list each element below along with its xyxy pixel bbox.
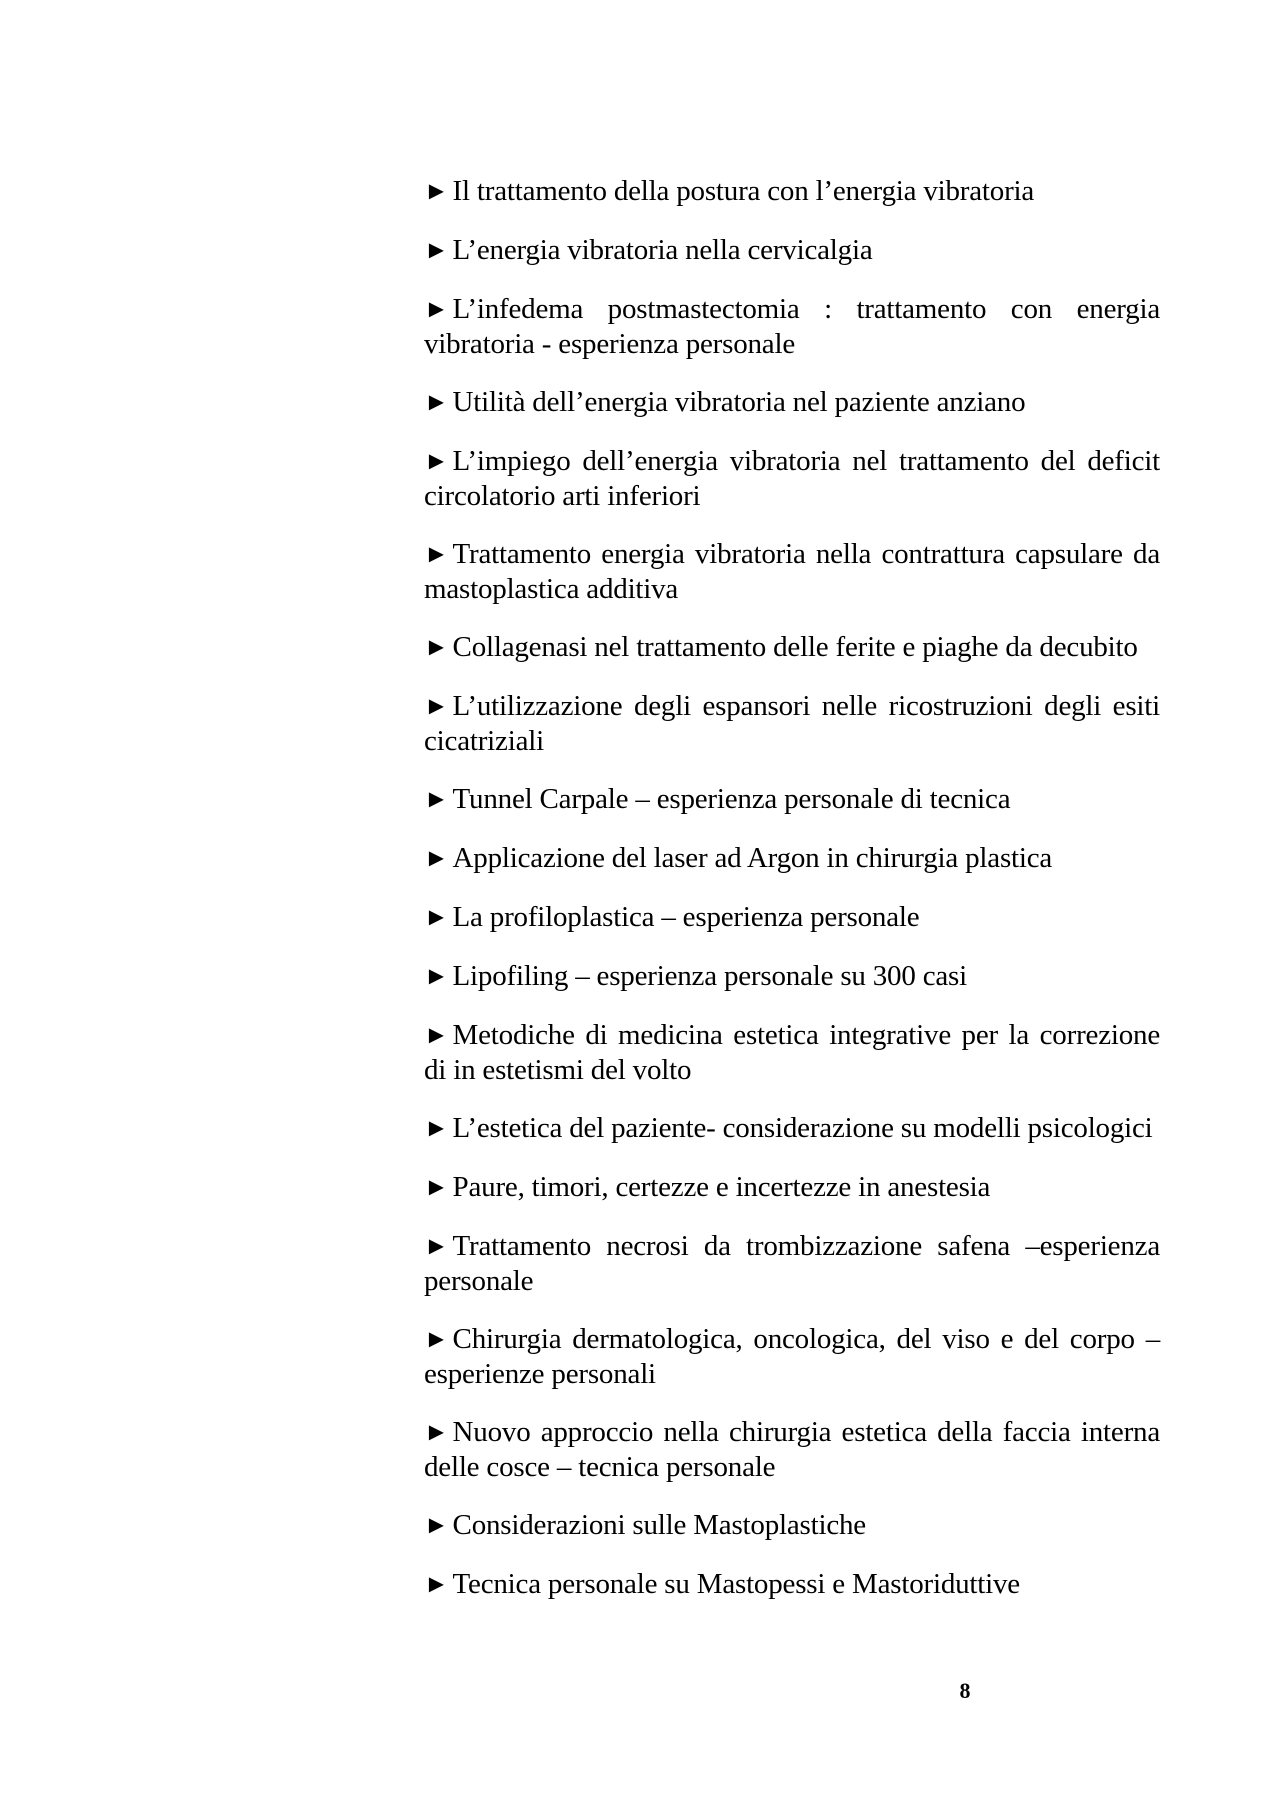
list-item	[424, 537, 1160, 606]
list-item-text: Paure, timori, certezze e incertezze in anestesia	[452, 1171, 991, 1203]
list-item	[424, 841, 1160, 876]
triangle-bullet-icon: ►	[424, 237, 449, 264]
triangle-bullet-icon: ►	[424, 1022, 449, 1049]
triangle-bullet-icon: ►	[424, 541, 449, 568]
triangle-bullet-icon: ►	[424, 904, 449, 931]
list-item	[424, 1111, 1160, 1146]
list-item-text: Lipofiling – esperienza personale su 300 casi	[452, 960, 967, 992]
list-item	[424, 1229, 1160, 1298]
list-item-text: L’utilizzazione degli espansori nelle ricostruzioni degli esiti cicatriziali	[424, 690, 1160, 757]
list-item-text: L’energia vibratoria nella cervicalgia	[452, 234, 873, 266]
list-item	[424, 1018, 1160, 1087]
list-item	[424, 689, 1160, 758]
triangle-bullet-icon: ►	[424, 1115, 449, 1142]
triangle-bullet-icon: ►	[424, 389, 449, 416]
page-number	[0, 1678, 1280, 1704]
list-item	[424, 1170, 1160, 1205]
list-item-text: L’impiego dell’energia vibratoria nel trattamento del deficit circolatorio arti inferiori	[424, 445, 1160, 512]
list-item	[424, 1567, 1160, 1602]
triangle-bullet-icon: ►	[424, 963, 449, 990]
page-number-text: 8	[959, 1678, 971, 1703]
triangle-bullet-icon: ►	[424, 1326, 449, 1353]
list-item-text: Utilità dell’energia vibratoria nel paziente anziano	[452, 386, 1026, 418]
list-item-text: Il trattamento della postura con l’energia vibratoria	[452, 175, 1035, 207]
triangle-bullet-icon: ►	[424, 693, 449, 720]
list-item-text: Considerazioni sulle Mastoplastiche	[452, 1509, 866, 1541]
list-item	[424, 174, 1160, 209]
list-item	[424, 782, 1160, 817]
list-item	[424, 1415, 1160, 1484]
list-item-text: Chirurgia dermatologica, oncologica, del viso e del corpo – esperienze personali	[424, 1323, 1160, 1390]
list-item	[424, 233, 1160, 268]
list-item-text: Tunnel Carpale – esperienza personale di tecnica	[452, 783, 1011, 815]
list-item	[424, 1322, 1160, 1391]
list-item-text: Trattamento necrosi da trombizzazione safena –esperienza personale	[424, 1230, 1160, 1297]
list-item	[424, 959, 1160, 994]
triangle-bullet-icon: ►	[424, 634, 449, 661]
triangle-bullet-icon: ►	[424, 1174, 449, 1201]
triangle-bullet-icon: ►	[424, 1571, 449, 1598]
topic-list	[424, 174, 1160, 1626]
list-item-text: L’estetica del paziente- considerazione su modelli psicologici	[452, 1112, 1153, 1144]
list-item-text: La profiloplastica – esperienza personale	[452, 901, 920, 933]
list-item	[424, 444, 1160, 513]
triangle-bullet-icon: ►	[424, 296, 449, 323]
triangle-bullet-icon: ►	[424, 1419, 449, 1446]
list-item-text: Collagenasi nel trattamento delle ferite e piaghe da decubito	[452, 631, 1138, 663]
list-item-text: Applicazione del laser ad Argon in chirurgia plastica	[452, 842, 1053, 874]
list-item-text: L’infedema postmastectomia : trattamento con energia vibratoria - esperienza personale	[424, 293, 1160, 360]
triangle-bullet-icon: ►	[424, 1512, 449, 1539]
triangle-bullet-icon: ►	[424, 1233, 449, 1260]
list-item-text: Nuovo approccio nella chirurgia estetica della faccia interna delle cosce – tecnica personale	[424, 1416, 1160, 1483]
list-item	[424, 385, 1160, 420]
list-item	[424, 630, 1160, 665]
list-item	[424, 1508, 1160, 1543]
list-item	[424, 292, 1160, 361]
list-item-text: Trattamento energia vibratoria nella contrattura capsulare da mastoplastica additiva	[424, 538, 1160, 605]
list-item-text: Metodiche di medicina estetica integrative per la correzione di in estetismi del volto	[424, 1019, 1160, 1086]
triangle-bullet-icon: ►	[424, 448, 449, 475]
list-item	[424, 900, 1160, 935]
list-item-text: Tecnica personale su Mastopessi e Mastoriduttive	[452, 1568, 1020, 1600]
triangle-bullet-icon: ►	[424, 178, 449, 205]
triangle-bullet-icon: ►	[424, 845, 449, 872]
triangle-bullet-icon: ►	[424, 786, 449, 813]
